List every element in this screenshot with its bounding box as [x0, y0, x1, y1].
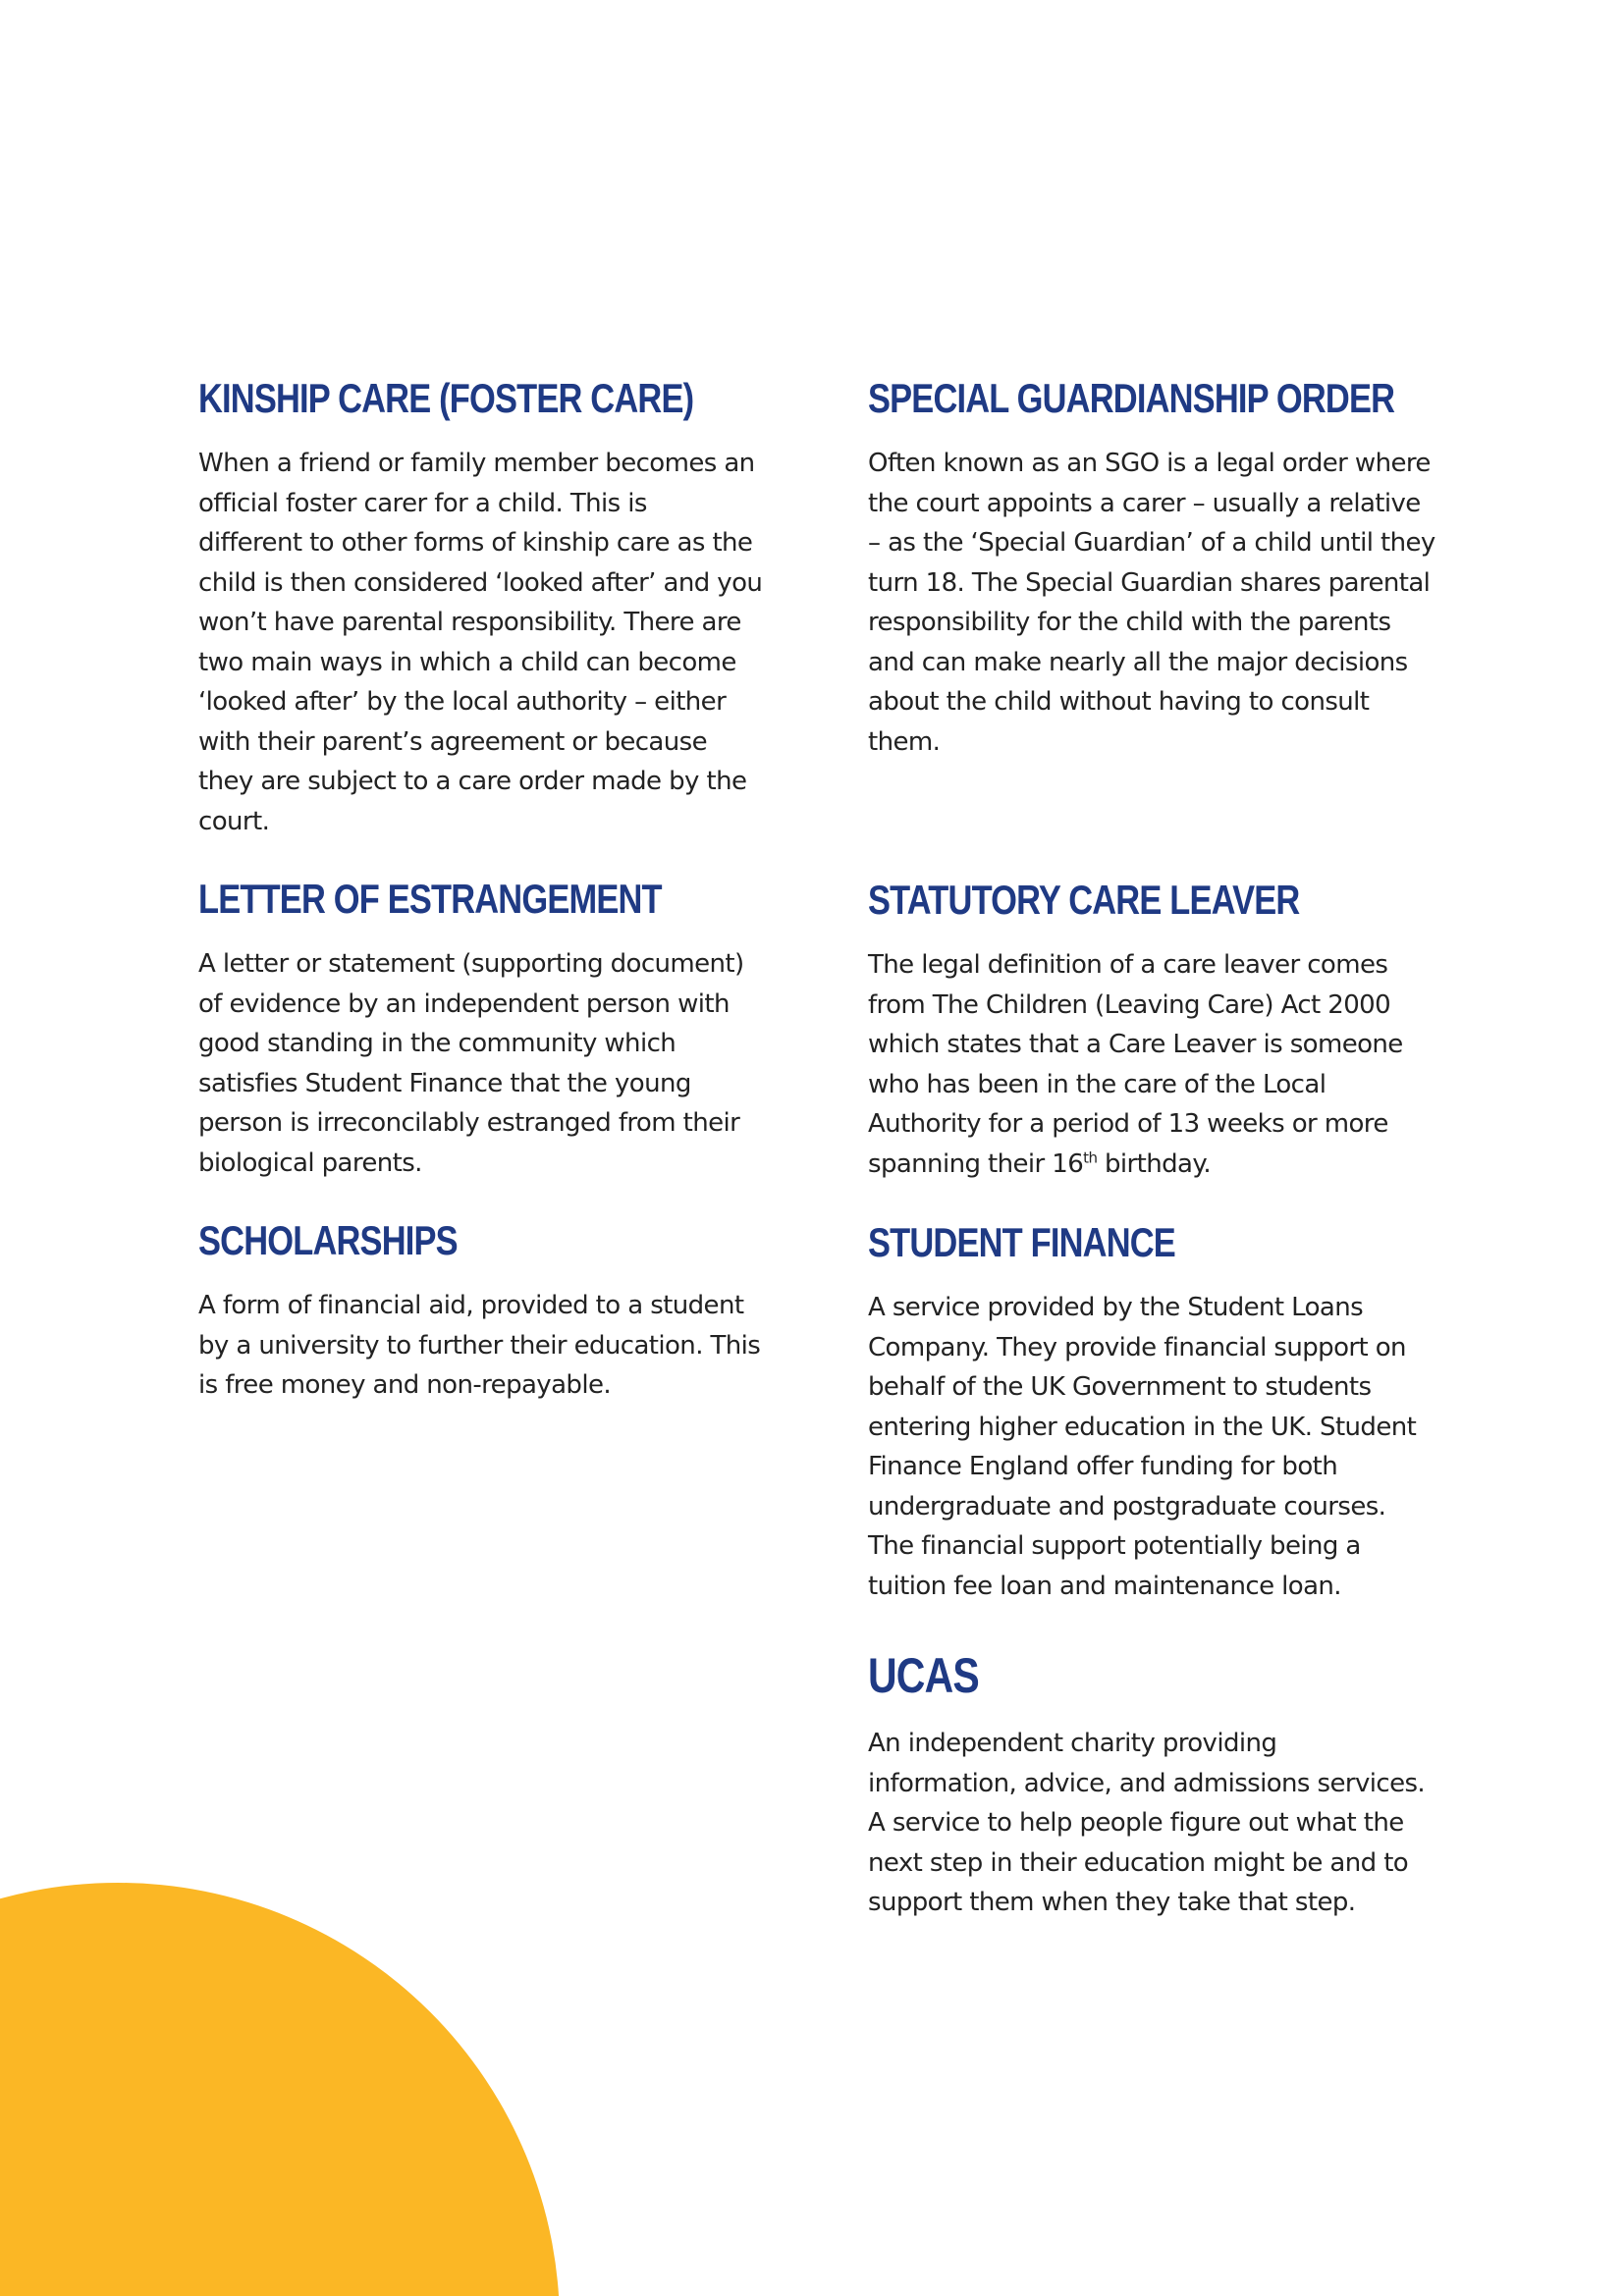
- section-letter-of-estrangement: [198, 876, 787, 1183]
- heading-student-finance: STUDENT FINANCE: [868, 1219, 1175, 1265]
- text-ucas: An independent charity providing information, advice, and admissions services. A service to help people figure out what the next step in their education might be and to support them when they take that step.: [868, 1729, 1426, 1917]
- section-ucas: [868, 1649, 1457, 1923]
- section-student-finance: [868, 1219, 1457, 1606]
- text-student-finance: A service provided by the Student Loans Company. They provide financial support on behalf of the UK Government to students entering higher education in the UK. Student Finance England offer funding for both undergraduate and postgraduate courses. The financial support potentially being a tuition fee loan and maintenance loan.: [868, 1293, 1417, 1601]
- section-kinship-care: [198, 375, 787, 841]
- text-care-leaver-ordinal: 16: [1052, 1148, 1084, 1179]
- heading-special-guardianship-order: SPECIAL GUARDIANSHIP ORDER: [868, 375, 1395, 421]
- section-statutory-care-leaver: [868, 877, 1457, 1184]
- text-scholarships: A form of financial aid, provided to a student by a university to further their education. This is free money and non-repayable.: [198, 1291, 761, 1400]
- text-kinship-care: When a friend or family member becomes an official foster carer for a child. This is different to other forms of kinship care as the child is then considered ‘looked after’ and you won’t have parental responsibility. There are two main ways in which a child can become ‘looked after’ by the local authority – either with their parent’s agreement or because they are subject to a care order made by the court.: [198, 449, 763, 836]
- heading-kinship-care: KINSHIP CARE (FOSTER CARE): [198, 375, 694, 421]
- text-care-leaver-main: The legal definition of a care leaver comes from The Children (Leaving Care) Act 2000 which states that a Care Leaver is someone who has been in the care of the Local Authority for a period of 13 weeks or more spanning their: [868, 950, 1403, 1179]
- decorative-circle: [0, 1883, 560, 2296]
- text-letter-of-estrangement: A letter or statement (supporting document) of evidence by an independent person with good standing in the community which satisfies Student Finance that the young person is irreconcilably estranged from their biological parents.: [198, 949, 744, 1178]
- section-scholarships: [198, 1217, 787, 1406]
- heading-scholarships: SCHOLARSHIPS: [198, 1217, 458, 1263]
- heading-letter-of-estrangement: LETTER OF ESTRANGEMENT: [198, 876, 662, 922]
- text-care-leaver-end: birthday.: [1097, 1148, 1212, 1179]
- text-special-guardianship-order: Often known as an SGO is a legal order where the court appoints a carer – usually a relative – as the ‘Special Guardian’ of a child until they turn 18. The Special Guardian shares parental responsibility for the child with the parents and can make nearly all the major decisions about the child without having to consult them.: [868, 449, 1435, 757]
- section-special-guardianship-order: [868, 375, 1457, 762]
- text-statutory-care-leaver: [868, 945, 1457, 1184]
- heading-ucas: UCAS: [868, 1648, 979, 1703]
- text-care-leaver-ordinal-suffix: th: [1083, 1148, 1098, 1166]
- heading-statutory-care-leaver: STATUTORY CARE LEAVER: [868, 877, 1300, 923]
